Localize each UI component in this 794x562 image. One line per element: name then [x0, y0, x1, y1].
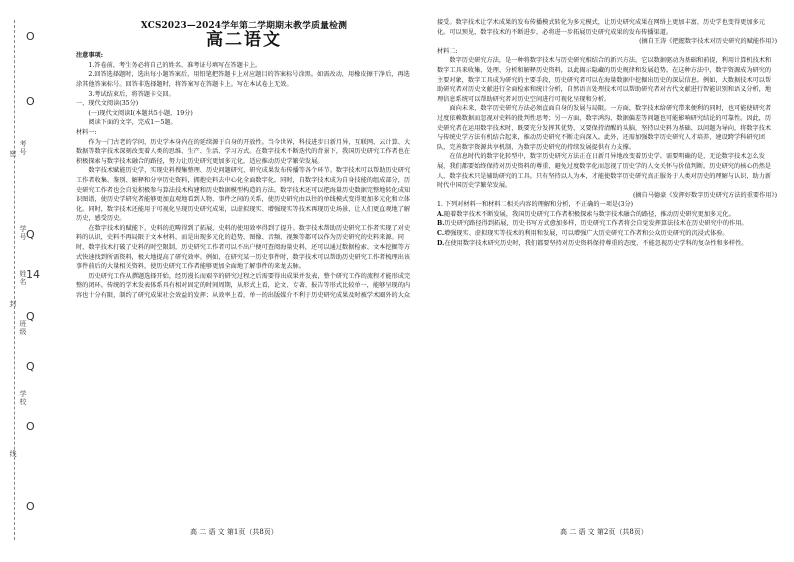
question-stem: 1. 下列对材料一和材料二相关内容的理解和分析，不正确的一项是(3分) [437, 201, 634, 209]
passage-paragraph: 数字历史研究方法，是一种将数字技术与历史研究相结合的新兴方法。它以数据驱动为基础和前提，利用计算机技术和数字工具来收集、处理、分析和解释历史资料，以此揭示隐藏的历史规律和发展趋势。在这种方法中，数字资源成为研究的主要对象，数字工具成为研究的主要手段，历史研究者可以在海量数据中挖掘出历史的深层信息。例如，大数据技术可以帮助研究者对历史文献进行全面检索和统计分析，自然语言处理技术可以帮助研究者对古代文献进行智能识别和语义分析，地理信息系统可以帮助研究者对历史空间进行可视化呈现和分析。 [437, 57, 772, 103]
exam-number-field-label: 考号 [19, 140, 27, 156]
seal-char: 封 [9, 300, 17, 308]
material-label: 材料一: [76, 128, 97, 136]
option-key: D. [437, 239, 445, 247]
subject-title: 高二语文 [206, 29, 282, 50]
passage-paragraph: 在数字技术的赋能下，史料的范畴得到了拓展，史料的使用效率得到了提升。数字技术帮助历史研究工作者实现了对史料的认识，史料不再局限于文本材料，而是出现多元化的趋势，图像、音频、视频等都可以作为历史研究的史料来源。同时，数字技术打破了史料的时空限制，历史研究工作者可以不出户便可查阅海量史料，还可以通过数据检索、文本挖掘等方式快速找到所需资料，极大地提高了研究效率。例如，在研究某一历史事件时，数字技术可以帮助历史研究工作者梳理出该事件前后的大量相关资料，使历史研究工作者能够更加全面地了解事件的来龙去脉。 [76, 224, 411, 271]
seal-line [14, 20, 15, 540]
passage-paragraph: 作为一门古老的学问，历史学本身内在的延续源于自身的开放性。当今世界，科技进步日新月异，互联网、云计算、大数据等数字技术深刻改变着人类的思维、生产、生活、学习方式。在数字技术不断迭代的背景下，我国历史研究工作者也在积极探索与数字技术融合的路径，努力让历史研究更加多元化，适应推动历史学繁荣发展。 [76, 138, 411, 165]
source-citation: (摘自王涛《把握数字技术对历史研究的赋能作用》) [639, 38, 777, 46]
option-key: B. [437, 220, 445, 228]
binding-hole-mark: Q [26, 228, 35, 241]
option-text: 增强现实、虚拟现实等技术的利用和发展，可以增强广大历史研究工作者和公众历史研究的沉浸式体验。 [443, 230, 729, 238]
binding-margin [0, 0, 40, 562]
binding-hole-mark: O [26, 30, 35, 43]
answer-option [437, 229, 777, 239]
option-text: 在使用数字技术研究历史时，我们都要坚持对历史资料保持尊重的态度，不能忽视历史学科的复杂性和多样性。 [444, 239, 748, 247]
passage-paragraph: 在信息时代的数字化转型中，数字历史研究方法正在日新月异地改变着历史学。需要明确的是，无论数字技术怎么发展，我们都要始终保持对历史资料的尊重，避免过度数字化而忽视了历史学的人文关怀与价值判断。历史研究的核心仍然是人，数字技术只是辅助研究的工具。只有坚持以人为本，才能使数字历史研究真正服务于人类对历史的理解与认识，助力新时代中国历史学繁荣发展。 [437, 153, 772, 190]
section-heading: 一、现代文阅读(35分) [76, 100, 139, 108]
answer-option [437, 239, 777, 249]
student-id-field-label: 学号 [19, 225, 27, 241]
binding-hole-mark: 14 [26, 268, 40, 281]
page-1-column [76, 18, 412, 523]
notice-item: 1.答卷前，考生务必将自己的姓名、准考证号填写在答题卡上。 [88, 61, 262, 69]
seal-char: 线 [9, 450, 17, 458]
binding-hole-mark: O [26, 500, 35, 513]
class-field-label: 班级 [19, 320, 27, 336]
subsection-heading: (一)现代文阅读Ⅰ(本题共5小题，19分) [88, 109, 193, 117]
page-2-column [437, 18, 777, 538]
answer-option [437, 219, 777, 229]
passage-paragraph: 历史研究工作从撰题选择开始，经历漫长而艰辛的研究过程之后需要得出成果并发表，整个研究工作的流程才能形成完整的闭环。传统的学术发表体系具有相对固定的时间周期，从形式上看，论文、专著、报告等形式比较单一，能够呈现的内容也十分有限，制约了研究成果社会效益的发挥；从效率上看，单一的出版媒介不利于历史研究成果及时被学术圈外的大众 [76, 272, 411, 300]
reading-prompt: 阅读下面的文字，完成1～5题。 [88, 119, 177, 127]
option-key: C. [437, 230, 444, 238]
school-field-label: 学校 [19, 390, 27, 406]
notice-heading: 注意事项: [76, 52, 104, 60]
passage-paragraph: 面向未来，数字历史研究方法必须直面自身的发展与局限。一方面，数字技术给研究带来便利的同时，也可能使研究者过度依赖数据而忽视对史料的批判性思考；另一方面，数字鸿沟、数据偏差等问题也可能影响研究结论的可靠性。因此，历史研究者在运用数字技术时，既要充分发挥其优势，又要保持清醒的头脑，坚持以史料为基础、以问题为导向，将数字技术与传统史学方法有机结合起来，推动历史研究不断走向深入。此外，还需加强数字历史研究人才培养，建设跨学科研究团队，完善数字资源共享机制，为数字历史研究的持续发展提供有力支撑。 [437, 105, 772, 151]
name-field-label: 姓名 [19, 270, 27, 286]
binding-hole-mark: O [26, 420, 35, 433]
answer-option [437, 210, 777, 220]
exam-title: XCS2023—2024学年第二学期期末教学质量检测 [140, 21, 348, 31]
option-text: 随着数字技术不断发展，我国历史研究工作者积极探索与数字技术融合的路径，推动历史研究更加多元化。 [443, 210, 735, 218]
material-label: 材料二: [437, 47, 458, 55]
binding-hole-mark: Q [26, 360, 35, 373]
notice-item: 2.回答选择题时，选出每小题答案后，用铅笔把答题卡上对应题目的答案标号涂黑。如需改动，用橡皮擦干净后，再选涂其他答案标号。回答非选择题时，将答案写在答题卡上。写在本试卷上无效。 [76, 71, 410, 88]
page-2-footer: 高 二 语 文 第2页（共8页） [560, 528, 648, 536]
page-1-footer: 高 二 语 文 第1页（共8页） [190, 528, 278, 536]
seal-char: 密 [9, 150, 17, 158]
passage-paragraph: 数字技术赋能历史学，实现史料搜集整理、历史问题研究、研究成果发布传播等各个环节。数字技术可以帮助历史研究工作者收集、鉴别、解释和分享历史资料，拥抱史料去中心化全面数字化。同时，自数字技术成为自身技能的组成部分，历史研究工作者也会自觉积极参与算法技术构建和历史数据模型构造的方法。数字技术还可以把海量历史数据完整地转化成知识图谱，使历史学研究者能够更加直观地看到人物、事件之间的关系，使历史研究由以往的单线模式变得更加多元化和立体化。同时，数字技术还能用于可视化呈现历史研究成果，以虚拟现实、增强现实等技术再现历史场景，让人们更直观地了解历史，感受历史。 [76, 167, 411, 223]
binding-hole-mark: O [26, 95, 35, 108]
option-key: A. [437, 210, 444, 218]
passage-paragraph: 接受。数字技术让学术成果的发布传播模式转化为多元模式，让历史研究成果在网络上更加丰富，历史学也变得更加多元化。可以预见，数字技术的不断进步，必将进一步拓展历史研究成果的发布传播渠道。 [437, 19, 765, 36]
binding-hole-mark: Q [26, 310, 35, 323]
source-citation: (摘自马德豪《发挥好数字历史研究方法的重要作用》) [632, 191, 777, 199]
option-text: 历史研究路径得到拓展，历史书写方式愈加多样，历史研究工作者将会自觉发挥算法技术在历史研究中的作用。 [444, 220, 748, 228]
notice-item: 3.考试结束后，将答题卡交回。 [88, 90, 175, 98]
